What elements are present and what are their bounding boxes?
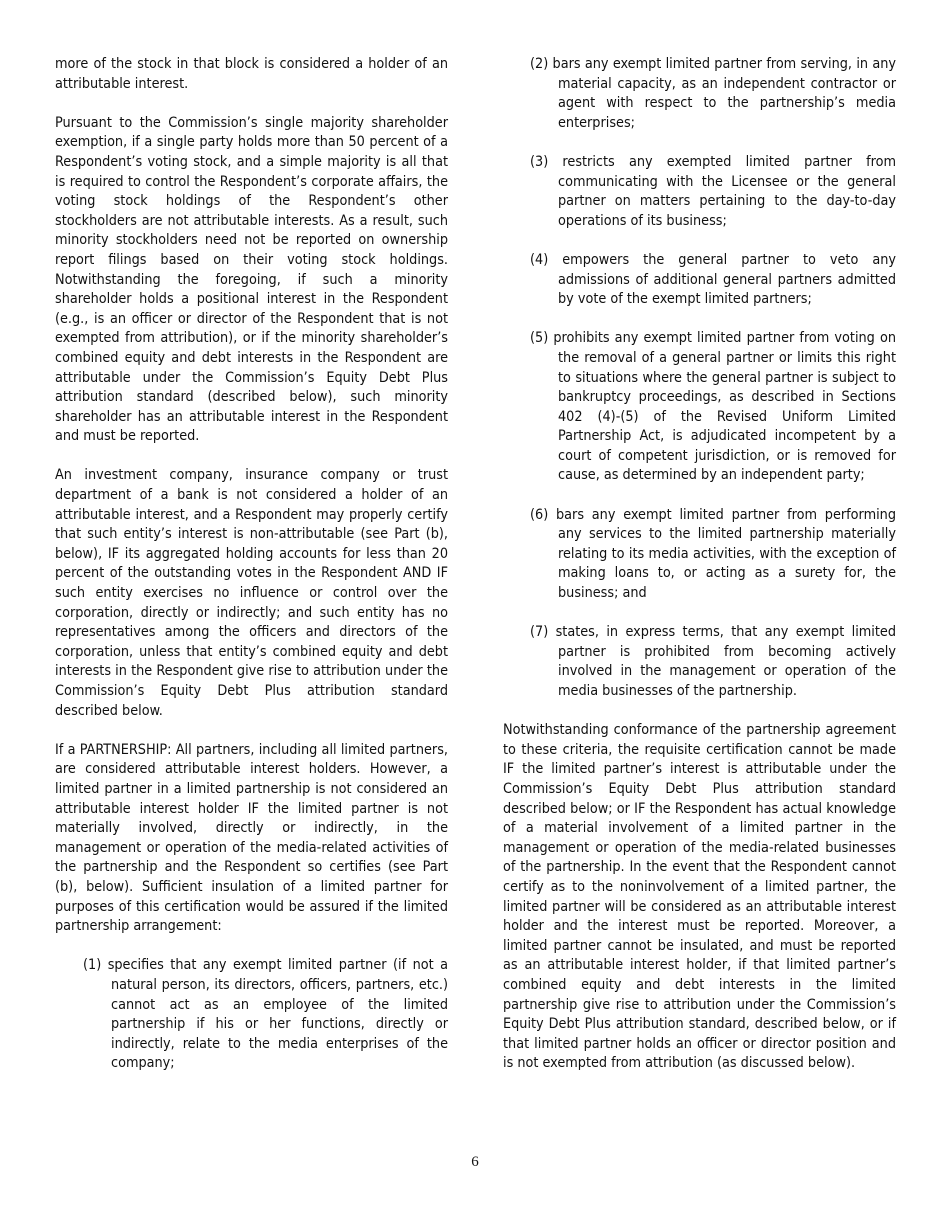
paragraph-notwithstanding: Notwithstanding conformance of the partnership agreement to these criteria, the requisite certification cannot be made IF the limited partner’s interest is attributable under the Commission’s Equity Debt Plus attribution standard described below; or IF the Respondent has actual knowledge of a material involvement of a limited partner in the management or operation of the media-related businesses of the partnership. In the event that the Respondent cannot certify as to the noninvolvement of a limited partner, the limited partner will be considered as an attributable interest holder and the interest must be reported. Moreover, a limited partner cannot be insulated, and must be reported as an attributable interest holder, if that limited partner’s combined equity and debt interests in the limited partnership give rise to attribution under the Commission’s Equity Debt Plus attribution standard, described below, or if that limited partner holds an officer or director position and is not exempted from attribution (as discussed below). — [503, 722, 896, 1072]
list-item-6: (6) bars any exempt limited partner from performing any services to the limited partnership materially relating to its media activities, with the exception of making loans to, or acting as a surety for, the business; and — [530, 506, 896, 602]
right-column — [503, 55, 896, 1093]
paragraph-majority-shareholder-exemption: Pursuant to the Commission’s single majority shareholder exemption, if a single party holds more than 50 percent of a Respondent’s voting stock, and a simple majority is all that is required to control the Respondent’s corporate affairs, the voting stock holdings of the Respondent’s other stockholders are not attributable interests. As a result, such minority stockholders need not be reported on ownership report filings based on their voting stock holdings. Notwithstanding the foregoing, if such a minority shareholder holds a positional interest in the Respondent (e.g., is an officer or director of the Respondent that is not exempted from attribution), or if the minority shareholder’s combined equity and debt interests in the Respondent are attributable under the Commission’s Equity Debt Plus attribution standard (described below), such minority shareholder has an attributable interest in the Respondent and must be reported. — [55, 114, 448, 445]
page-number: 6 — [471, 1154, 479, 1170]
paragraph-investment-company: An investment company, insurance company or trust department of a bank is not considered a holder of an attributable interest, and a Respondent may properly certify that such entity’s interest is non-attributable (see Part (b), below), IF its aggregated holding accounts for less than 20 percent of the outstanding votes in the Respondent AND IF such entity exercises no influence or control over the corporation, directly or indirectly; and such entity has no representatives among the officers and directors of the corporation, unless that entity’s combined equity and debt interests in the Respondent give rise to attribution under the Commission’s Equity Debt Plus attribution standard described below. — [55, 467, 448, 719]
list-item-5: (5) prohibits any exempt limited partner from voting on the removal of a general partner or limits this right to situations where the general partner is subject to bankruptcy proceedings, as described in Sections 402 (4)-(5) of the Revised Uniform Limited Partnership Act, is adjudicated incompetent by a court of competent jurisdiction, or is removed for cause, as determined by an independent party; — [530, 330, 896, 484]
list-item-1: (1) specifies that any exempt limited partner (if not a natural person, its directors, officers, partners, etc.) cannot act as an employee of the limited partnership if his or her functions, directly or indirectly, relate to the media enterprises of the company; — [83, 957, 448, 1072]
list-item-7: (7) states, in express terms, that any exempt limited partner is prohibited from becoming actively involved in the management or operation of the media businesses of the partnership. — [530, 624, 896, 699]
list-item-4: (4) empowers the general partner to veto any admissions of additional general partners admitted by vote of the exempt limited partners; — [530, 251, 896, 308]
paragraph-continuation: more of the stock in that block is considered a holder of an attributable interest. — [55, 56, 448, 92]
list-item-2: (2) bars any exempt limited partner from serving, in any material capacity, as an independent contractor or agent with respect to the partnership’s media enterprises; — [530, 56, 896, 131]
left-column — [55, 55, 448, 1093]
list-item-3: (3) restricts any exempted limited partner from communicating with the Licensee or the general partner on matters pertaining to the day-to-day operations of its business; — [530, 153, 896, 229]
paragraph-partnership: If a PARTNERSHIP: All partners, including all limited partners, are considered attributable interest holders. However, a limited partner in a limited partnership is not considered an attributable interest holder IF the limited partner is not materially involved, directly or indirectly, in the management or operation of the media-related activities of the partnership and the Respondent so certifies (see Part (b), below). Sufficient insulation of a limited partner for purposes of this certification would be assured if the limited partnership arrangement: — [55, 741, 448, 935]
